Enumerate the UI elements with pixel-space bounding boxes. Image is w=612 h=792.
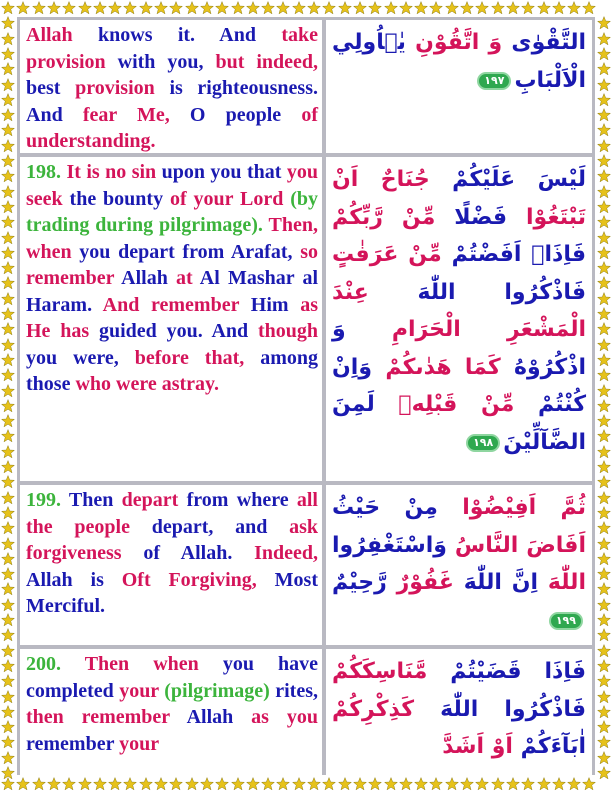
- star-icon: [200, 1, 214, 15]
- star-icon: [108, 1, 122, 15]
- english-translation-cell: [20, 20, 322, 153]
- english-segment: fear Me,: [82, 103, 170, 126]
- star-icon: [1, 537, 15, 551]
- arabic-segment: ثُمَّ اَفِيْضُوْا: [437, 495, 586, 520]
- star-icon: [292, 777, 306, 791]
- star-icon: [139, 1, 153, 15]
- star-icon: [491, 1, 505, 15]
- star-icon: [597, 445, 611, 459]
- english-segment: as you: [233, 706, 318, 728]
- verse-row-200: [17, 649, 595, 775]
- english-segment: the bounty: [62, 187, 170, 210]
- star-icon: [1, 276, 15, 290]
- star-icon: [47, 777, 61, 791]
- english-segment: depart, and: [129, 515, 290, 538]
- star-icon: [1, 246, 15, 260]
- english-segment: of Allah.: [121, 542, 255, 564]
- arabic-segment: وَاِنْ كُنْتُمْ: [332, 354, 586, 417]
- star-icon: [1, 598, 15, 612]
- english-segment: before that,: [134, 346, 245, 369]
- star-icon: [582, 777, 596, 791]
- english-text: [26, 487, 318, 620]
- star-icon: [597, 368, 611, 382]
- star-icon: [597, 521, 611, 535]
- star-icon: [368, 1, 382, 15]
- verse-row-198: [17, 157, 595, 481]
- english-segment: Then when: [61, 653, 223, 675]
- star-icon: [1, 445, 15, 459]
- star-icon: [1, 78, 15, 92]
- star-icon: [597, 460, 611, 474]
- star-icon: [597, 429, 611, 443]
- english-text: [26, 651, 318, 757]
- arabic-segment: كَذِكْرِكُمْ: [332, 696, 415, 722]
- star-icon: [597, 720, 611, 734]
- star-icon: [597, 506, 611, 520]
- star-icon: [1, 475, 15, 489]
- english-segment: then remember: [26, 706, 187, 728]
- star-icon: [1, 169, 15, 183]
- verse-row-197: [17, 20, 595, 153]
- english-segment: ask forgiveness: [26, 515, 319, 564]
- star-icon: [597, 108, 611, 122]
- star-icon: [414, 1, 428, 15]
- arabic-segment: وَ اذْكُرُوْهُ: [332, 317, 586, 380]
- star-icon: [1, 353, 15, 367]
- star-icon: [597, 78, 611, 92]
- star-icon: [1, 766, 15, 780]
- star-icon: [597, 582, 611, 596]
- star-icon: [597, 231, 611, 245]
- star-icon: [597, 475, 611, 489]
- english-segment: 199.: [26, 489, 61, 511]
- star-icon: [597, 292, 611, 306]
- star-icon: [123, 777, 137, 791]
- arabic-segment: مَّنَاسِكَكُمْ: [332, 659, 428, 684]
- star-icon: [597, 414, 611, 428]
- arabic-text: [332, 489, 586, 639]
- star-icon: [307, 1, 321, 15]
- star-icon: [597, 399, 611, 413]
- star-icon: [215, 777, 229, 791]
- english-segment: Allah: [186, 706, 234, 728]
- star-icon: [1, 414, 15, 428]
- english-segment: as He has: [26, 293, 318, 342]
- star-icon: [322, 777, 336, 791]
- star-icon: [597, 139, 611, 153]
- star-icon: [1, 123, 15, 137]
- english-segment: so remember: [26, 240, 318, 289]
- star-icon: [597, 47, 611, 61]
- star-icon: [1, 674, 15, 688]
- star-icon: [552, 777, 566, 791]
- star-icon: [1, 200, 15, 214]
- star-icon: [353, 1, 367, 15]
- verse-table: [17, 17, 595, 775]
- arabic-segment: غَفُوْرٌ: [386, 570, 454, 595]
- arabic-segment: رَّحِيْمٌ: [332, 570, 387, 595]
- star-icon: [169, 1, 183, 15]
- english-segment: upon you that: [161, 161, 287, 183]
- star-icon: [1, 399, 15, 413]
- english-segment: O people: [169, 103, 302, 126]
- star-icon: [597, 261, 611, 275]
- star-icon: [123, 1, 137, 15]
- english-segment: you seek: [26, 161, 319, 210]
- star-icon: [597, 154, 611, 168]
- arabic-text-cell: [326, 157, 592, 481]
- star-icon: [261, 777, 275, 791]
- star-icon: [1, 659, 15, 673]
- arabic-segment: مِّنْ عَرَفٰتٍ: [332, 242, 442, 267]
- star-icon: [506, 777, 520, 791]
- star-icon: [1, 93, 15, 107]
- star-icon: [597, 552, 611, 566]
- star-icon: [1, 338, 15, 352]
- star-icon: [139, 777, 153, 791]
- star-icon: [1, 368, 15, 382]
- star-icon: [597, 598, 611, 612]
- english-segment: among those: [26, 346, 318, 395]
- arabic-segment: لَيْسَ عَلَيْكُمْ: [429, 167, 586, 192]
- star-icon: [1, 261, 15, 275]
- english-segment: remember: [26, 732, 120, 755]
- star-icon: [399, 777, 413, 791]
- english-segment: from where: [178, 489, 297, 511]
- star-icon: [597, 659, 611, 673]
- star-icon: [597, 123, 611, 137]
- star-icon: [1, 491, 15, 505]
- english-segment: Allah: [114, 267, 177, 289]
- star-icon: [1, 307, 15, 321]
- star-icon: [1, 521, 15, 535]
- star-icon: [475, 1, 489, 15]
- arabic-segment: فَاذْكُرُوا اللّٰهَ: [414, 696, 586, 722]
- star-icon: [399, 1, 413, 15]
- star-icon: [338, 777, 352, 791]
- star-icon: [246, 1, 260, 15]
- arabic-text: [332, 653, 586, 766]
- star-icon: [521, 1, 535, 15]
- english-segment: Then: [61, 489, 122, 511]
- star-icon: [215, 1, 229, 15]
- english-segment: your: [119, 679, 165, 702]
- star-icon: [597, 644, 611, 658]
- star-icon: [62, 1, 76, 15]
- english-segment: rites,: [269, 679, 318, 702]
- arabic-segment: اللّٰهَ: [538, 570, 586, 595]
- star-icon: [597, 32, 611, 46]
- star-icon: [567, 1, 581, 15]
- star-icon: [185, 1, 199, 15]
- star-icon: [597, 276, 611, 290]
- star-icon: [597, 537, 611, 551]
- star-icon: [460, 777, 474, 791]
- star-icon: [353, 777, 367, 791]
- english-segment: is righteousness. And: [26, 77, 318, 126]
- star-icon: [597, 246, 611, 260]
- arabic-text-cell: [326, 20, 592, 153]
- star-icon: [445, 1, 459, 15]
- star-icon: [1, 384, 15, 398]
- star-icon: [597, 169, 611, 183]
- star-icon: [597, 353, 611, 367]
- english-segment: Allah: [26, 24, 73, 46]
- star-icon: [307, 777, 321, 791]
- star-icon: [32, 1, 46, 15]
- star-icon: [292, 1, 306, 15]
- english-segment: but indeed,: [215, 50, 318, 73]
- star-icon: [154, 1, 168, 15]
- star-icon: [1, 751, 15, 765]
- star-icon: [108, 777, 122, 791]
- star-icon: [445, 777, 459, 791]
- arabic-segment: التَّقْوٰى: [502, 30, 586, 55]
- star-icon: [1, 690, 15, 704]
- star-icon: [597, 613, 611, 627]
- star-icon: [1, 139, 15, 153]
- english-segment: you depart from Arafat,: [79, 240, 301, 263]
- english-segment: of understanding.: [26, 103, 318, 152]
- english-segment: though: [257, 320, 318, 342]
- arabic-segment: فَاِذَاۤ اَفَضْتُمْ: [441, 242, 586, 267]
- star-icon: [1, 108, 15, 122]
- english-segment: Most Merciful.: [26, 568, 318, 617]
- star-icon: [93, 1, 107, 15]
- arabic-segment: مِنْ حَيْثُ: [332, 495, 438, 520]
- star-icon: [537, 1, 551, 15]
- ayah-number-marker: ١٩٧: [477, 72, 511, 90]
- star-icon: [597, 766, 611, 780]
- arabic-segment: اَفَاضَ النَّاسُ: [446, 532, 586, 558]
- star-icon: [1, 1, 15, 15]
- star-icon: [582, 1, 596, 15]
- star-icon: [597, 751, 611, 765]
- star-icon: [322, 1, 336, 15]
- star-icon: [1, 292, 15, 306]
- star-icon: [1, 720, 15, 734]
- star-icon: [1, 460, 15, 474]
- english-segment: (pilgrimage): [164, 679, 270, 702]
- english-segment: Allah is: [26, 568, 122, 591]
- star-icon: [429, 777, 443, 791]
- english-segment: of your Lord: [169, 187, 291, 210]
- english-segment: Him: [250, 293, 301, 316]
- star-icon: [597, 338, 611, 352]
- arabic-text-cell: [326, 485, 592, 645]
- star-icon: [460, 1, 474, 15]
- english-segment: with you,: [105, 50, 216, 73]
- star-icon: [537, 777, 551, 791]
- star-icon: [1, 506, 15, 520]
- english-segment: you have completed: [26, 653, 319, 702]
- english-segment: It is no sin: [61, 161, 162, 183]
- star-icon: [1, 552, 15, 566]
- arabic-segment: كَمَا هَدٰىكُمْ: [372, 354, 501, 380]
- star-icon: [597, 307, 611, 321]
- arabic-segment: اَوْ اَشَدَّ: [442, 734, 513, 759]
- star-icon: [1, 322, 15, 336]
- english-text: [26, 22, 318, 153]
- english-segment: Then, when: [26, 214, 318, 263]
- star-icon: [1, 582, 15, 596]
- english-segment: provision: [60, 77, 170, 99]
- english-text: [26, 159, 318, 398]
- star-icon: [154, 777, 168, 791]
- star-icon: [597, 215, 611, 229]
- arabic-segment: فَاِذَا قَضَيْتُمْ: [427, 659, 586, 684]
- arabic-segment: جُنَاحٌ اَنْ تَبْتَغُوْا: [332, 167, 586, 230]
- english-segment: you were,: [26, 346, 135, 369]
- star-icon: [1, 32, 15, 46]
- star-icon: [597, 93, 611, 107]
- star-icon: [506, 1, 520, 15]
- arabic-segment: مِّنْ قَبْلِهٖ: [374, 392, 515, 417]
- star-icon: [246, 777, 260, 791]
- star-icon: [552, 1, 566, 15]
- arabic-text: [332, 161, 586, 461]
- star-icon: [185, 777, 199, 791]
- star-icon: [597, 674, 611, 688]
- english-segment: Oft Forgiving,: [121, 568, 275, 591]
- star-icon: [16, 777, 30, 791]
- english-translation-cell: [20, 485, 322, 645]
- arabic-segment: اِنَّ اللّٰهَ: [453, 570, 539, 595]
- english-segment: your: [119, 732, 160, 755]
- english-translation-cell: [20, 157, 322, 481]
- star-icon: [93, 777, 107, 791]
- star-icon: [261, 1, 275, 15]
- star-icon: [1, 62, 15, 76]
- star-icon: [597, 322, 611, 336]
- arabic-segment: وَاسْتَغْفِرُوا: [332, 532, 447, 558]
- arabic-segment: عِنْدَ الْمَشْعَرِ الْحَرَامِ: [332, 279, 586, 342]
- star-icon: [597, 185, 611, 199]
- star-icon: [597, 62, 611, 76]
- english-segment: guided you. And: [98, 320, 258, 342]
- star-icon: [200, 777, 214, 791]
- star-icon: [1, 705, 15, 719]
- english-segment: all the people: [26, 489, 318, 538]
- star-icon: [521, 777, 535, 791]
- english-segment: 200.: [26, 653, 61, 675]
- star-icon: [47, 1, 61, 15]
- english-segment: at: [176, 267, 200, 289]
- english-segment: (by trading during pilgrimage).: [26, 187, 318, 236]
- star-icon: [78, 777, 92, 791]
- arabic-segment: اٰبَآءَكُمْ: [512, 734, 586, 759]
- star-icon: [16, 1, 30, 15]
- star-icon: [78, 1, 92, 15]
- star-icon: [597, 705, 611, 719]
- star-icon: [1, 231, 15, 245]
- star-icon: [1, 16, 15, 30]
- english-segment: Indeed,: [254, 542, 318, 564]
- ayah-number-marker: ١٩٩: [549, 612, 583, 630]
- star-icon: [32, 777, 46, 791]
- star-icon: [1, 429, 15, 443]
- arabic-segment: فَاذْكُرُوا اللّٰهَ: [368, 279, 586, 305]
- star-icon: [1, 735, 15, 749]
- arabic-segment: مِّنْ رَّبِّكُمْ: [332, 204, 436, 230]
- star-icon: [597, 567, 611, 581]
- star-icon: [597, 628, 611, 642]
- arabic-segment: وَ اتَّقُوْنِ: [405, 30, 503, 55]
- star-icon: [1, 644, 15, 658]
- star-icon: [231, 777, 245, 791]
- star-icon: [62, 777, 76, 791]
- star-icon: [1, 185, 15, 199]
- arabic-segment: فَضْلًا: [435, 204, 508, 230]
- english-translation-cell: [20, 649, 322, 775]
- arabic-segment: يٰۤاُولِي الْاَلْبَابِ: [332, 30, 586, 93]
- english-segment: best: [26, 77, 61, 99]
- star-icon: [414, 777, 428, 791]
- star-icon: [597, 690, 611, 704]
- english-segment: depart: [121, 489, 179, 511]
- star-icon: [338, 1, 352, 15]
- star-icon: [384, 777, 398, 791]
- star-icon: [1, 628, 15, 642]
- verse-row-199: [17, 485, 595, 645]
- star-icon: [1, 567, 15, 581]
- star-icon: [1, 47, 15, 61]
- arabic-text: [332, 24, 586, 99]
- english-segment: Al Mashar al Haram.: [26, 267, 319, 316]
- star-icon: [1, 613, 15, 627]
- star-icon: [475, 777, 489, 791]
- star-icon: [1, 154, 15, 168]
- arabic-segment: لَمِنَ الضَّآلِّيْنَ: [332, 392, 586, 455]
- arabic-text-cell: [326, 649, 592, 775]
- star-icon: [276, 1, 290, 15]
- english-segment: take provision: [26, 24, 318, 73]
- english-segment: who were astray.: [75, 373, 219, 395]
- star-icon: [368, 777, 382, 791]
- star-icon: [169, 777, 183, 791]
- star-icon: [429, 1, 443, 15]
- star-icon: [384, 1, 398, 15]
- star-icon: [567, 777, 581, 791]
- star-icon: [597, 735, 611, 749]
- english-segment: And remember: [92, 293, 251, 316]
- star-icon: [597, 491, 611, 505]
- star-icon: [1, 215, 15, 229]
- star-icon: [231, 1, 245, 15]
- star-icon: [276, 777, 290, 791]
- star-icon: [597, 200, 611, 214]
- star-icon: [491, 777, 505, 791]
- english-segment: knows it. And: [72, 24, 282, 46]
- star-icon: [597, 16, 611, 30]
- english-segment: 198.: [26, 161, 61, 183]
- ayah-number-marker: ١٩٨: [466, 434, 500, 452]
- star-icon: [597, 384, 611, 398]
